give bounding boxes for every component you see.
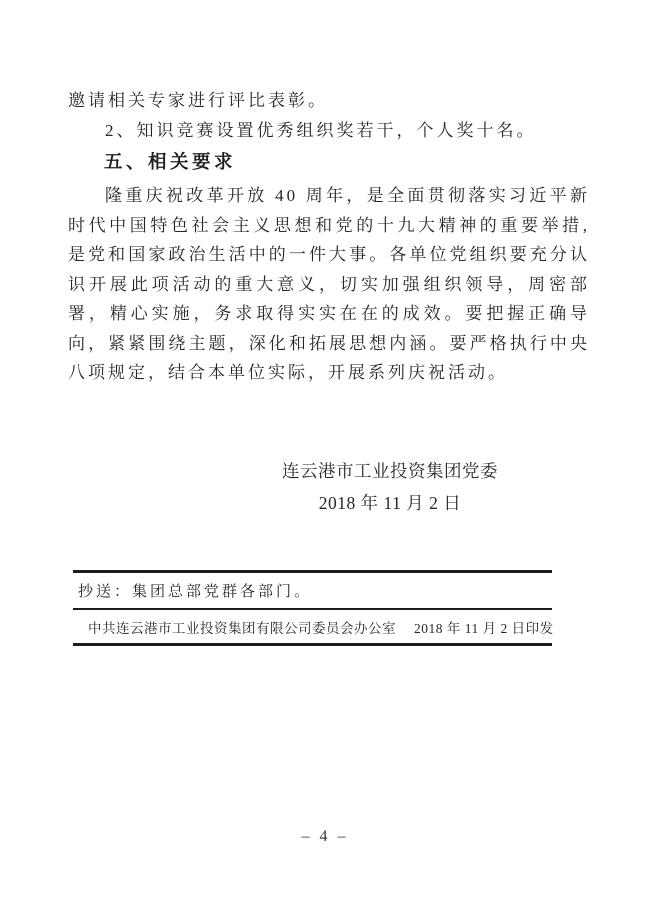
copy-to-row: [73, 573, 552, 610]
signature-organization: 连云港市工业投资集团党委: [282, 461, 498, 481]
document-footer: [73, 570, 552, 646]
page-number: – 4 –: [301, 828, 349, 845]
section-heading-requirements: 五、相关要求: [104, 151, 237, 172]
requirements-paragraph: 隆重庆祝改革开放 40 周年，是全面贯彻落实习近平新时代中国特色社会主义思想和党的十九大精神的重要举措,是党和国家政治生活中的一件大事。各单位党组织要充分认识开展此项活动的重大意义，切实加强组织领导，周密部署，精心实施，务求取得实实在在的成效。要把握正确导向，紧紧围绕主题，深化和拓展思想内涵。要严格执行中央八项规定，结合本单位实际，开展系列庆祝活动。: [68, 186, 590, 382]
issuer-row: [73, 610, 552, 643]
copy-to-label: 抄送：: [78, 584, 133, 600]
document-body: [68, 86, 590, 388]
list-item-awards: 2、知识竞赛设置优秀组织奖若干，个人奖十名。: [105, 121, 537, 140]
continuation-line: 邀请相关专家进行评比表彰。: [68, 91, 328, 110]
signature-block: [270, 455, 510, 519]
copy-to-value: 集团总部党群各部门。: [132, 584, 313, 600]
issuer-name: 中共连云港市工业投资集团有限公司委员会办公室: [88, 620, 396, 636]
signature-date: 2018 年 11 月 2 日: [318, 493, 462, 513]
print-date: 2018 年 11 月 2 日印发: [414, 620, 554, 636]
